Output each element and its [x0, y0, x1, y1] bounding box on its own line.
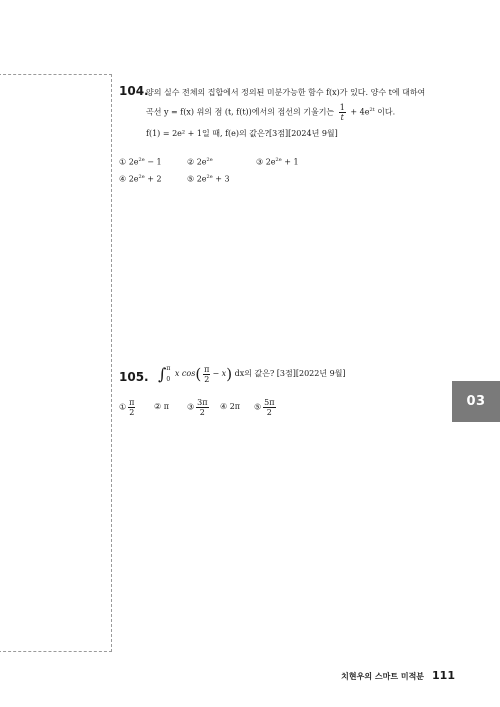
side-dashed-box	[0, 74, 112, 652]
choice-5: ⑤ $2e^{2e} + 3$	[187, 174, 230, 184]
fraction-numerator: 1	[339, 103, 345, 112]
choice-2: ② π	[154, 402, 169, 411]
text-segment: + 4e	[350, 107, 370, 117]
chapter-tab: 03	[452, 381, 500, 422]
choice-1: ① $2e^{2e} - 1$	[119, 157, 162, 167]
inner-tail: − x	[212, 369, 227, 378]
fraction-denominator: t	[340, 113, 344, 122]
choice-4: ④ 2π	[220, 402, 241, 411]
problem-text-line-1: 양의 실수 전체의 집합에서 정의된 미분가능한 함수 f(x)가 있다. 양수 t에 대하여	[146, 88, 426, 97]
exponent: 2t	[369, 106, 375, 113]
page-number: 111	[432, 669, 455, 682]
book-title: 치현우의 스마트 미적분	[341, 672, 425, 681]
problem-number: 105.	[119, 370, 149, 384]
text-segment: 이다.	[377, 107, 396, 117]
lower-limit: 0	[166, 376, 171, 383]
page-footer	[330, 669, 455, 682]
choice-1: ① $\frac{\pi}{2}$	[119, 398, 135, 417]
choice-2: ② $2e^{2e}$	[187, 157, 213, 167]
paren-open: (	[195, 365, 202, 383]
problem-text-line-3: f(1) = 2e² + 1일 때, f(e)의 값은?[3점][2024년 9월]	[146, 129, 338, 138]
fraction-denominator: 2	[204, 374, 210, 384]
problem-text-line-2	[146, 103, 395, 122]
choice-5: ⑤ $\frac{5\pi}{2}$	[254, 398, 275, 417]
problem-number: 104.	[119, 84, 149, 98]
choice-3: ③ $\frac{3\pi}{2}$	[187, 398, 208, 417]
text-segment: 곡선 y = f(x) 위의 점 (t, f(t))에서의 접선의 기울기는	[146, 107, 335, 117]
integrand: x cos	[174, 369, 196, 378]
integral-limits	[166, 363, 170, 385]
integral-sign: ∫	[158, 364, 167, 384]
paren-close: )	[226, 365, 233, 383]
inner-fraction	[203, 365, 210, 384]
upper-limit: π	[166, 365, 171, 372]
text-segment: dx의 값은? [3점][2022년 9월]	[234, 369, 346, 378]
fraction-numerator: π	[204, 364, 210, 374]
choice-3: ③ $2e^{2e} + 1$	[256, 157, 299, 167]
problem-text-line-1	[158, 363, 346, 385]
choice-4: ④ $2e^{2e} + 2$	[119, 174, 162, 184]
fraction	[339, 103, 346, 122]
